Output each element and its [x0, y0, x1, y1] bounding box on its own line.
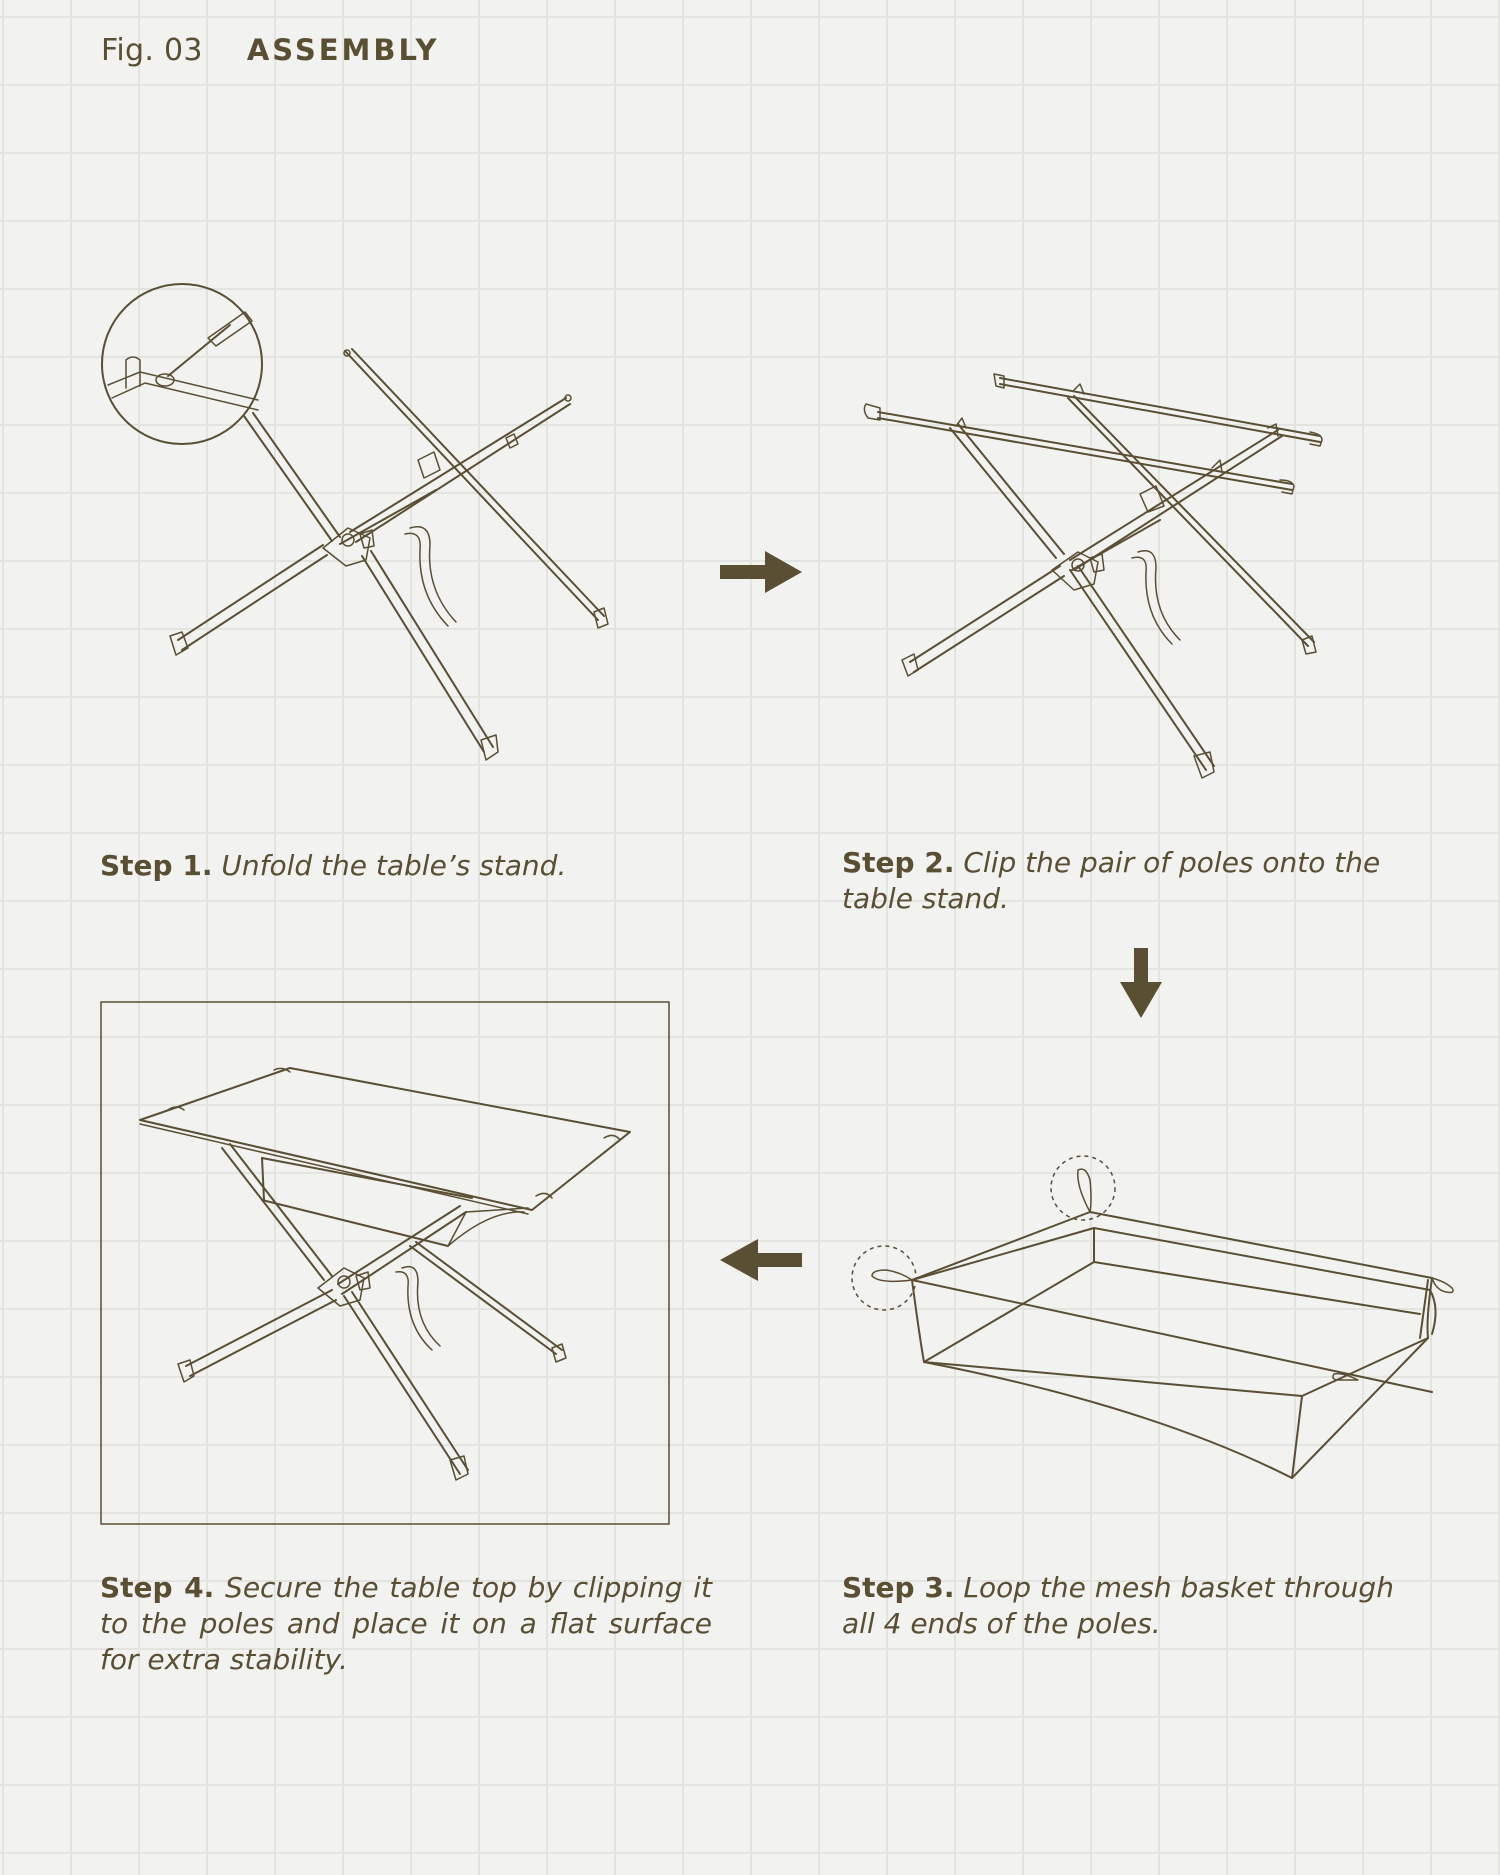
- step-1-illustration: [102, 284, 608, 760]
- step-number: Step 4.: [100, 1571, 215, 1604]
- step-2-illustration: [864, 374, 1322, 778]
- step-4-illustration: [101, 1002, 669, 1524]
- step-instruction: Secure the table top by clipping it to the poles and place it on a flat surface for extra stability.: [100, 1571, 713, 1676]
- step-4-frame: [101, 1002, 669, 1524]
- folded-stand: [170, 349, 608, 760]
- step-instruction: Clip the pair of poles onto the table stand.: [842, 846, 1381, 915]
- step-3-illustration: [852, 1156, 1453, 1478]
- figure-title: ASSEMBLY: [246, 33, 440, 67]
- step-2-caption: [842, 845, 1402, 917]
- step-number: Step 2.: [842, 846, 955, 879]
- arrow-left-icon: [720, 1239, 802, 1281]
- step-number: Step 1.: [100, 849, 213, 882]
- unfolded-stand: [902, 396, 1316, 778]
- top-poles: [864, 374, 1322, 494]
- step-4-caption: [100, 1570, 712, 1678]
- step-instruction: Loop the mesh basket through all 4 ends of the poles.: [842, 1571, 1394, 1640]
- step-instruction: Unfold the table’s stand.: [221, 849, 567, 882]
- assembled-stand: [178, 1144, 566, 1480]
- loop-highlight-circle: [1051, 1156, 1115, 1220]
- step-3-caption: [842, 1570, 1432, 1642]
- arrow-right-icon: [720, 551, 802, 593]
- loop-highlight-circle: [852, 1246, 916, 1310]
- figure-label: Fig. 03: [101, 32, 203, 68]
- mesh-basket: [872, 1169, 1453, 1478]
- step-1-caption: [100, 848, 620, 884]
- arrow-down-icon: [1120, 948, 1162, 1018]
- table-top: [140, 1068, 630, 1246]
- detail-clip-icon: [108, 312, 258, 410]
- step-number: Step 3.: [842, 1571, 955, 1604]
